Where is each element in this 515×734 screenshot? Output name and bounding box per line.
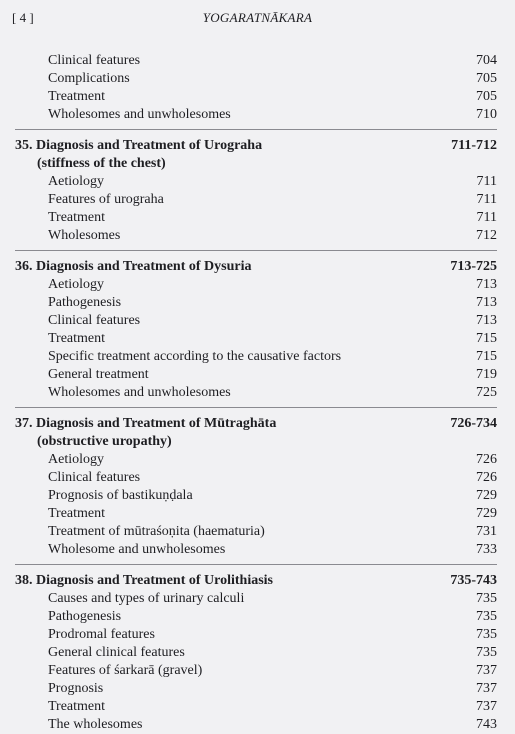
toc-entry bbox=[15, 716, 497, 734]
toc-entry bbox=[15, 469, 497, 487]
toc-entry bbox=[15, 106, 497, 124]
chapter-heading-label: 37. Diagnosis and Treatment of Mūtraghāta bbox=[15, 416, 277, 431]
toc-entry-label: Specific treatment according to the causative factors bbox=[48, 349, 342, 364]
toc-entry bbox=[15, 541, 497, 559]
toc-entry-page: 725 bbox=[476, 385, 497, 400]
toc-entry bbox=[15, 88, 497, 106]
running-title: YOGARATNĀKARA bbox=[202, 10, 313, 25]
toc-entry bbox=[15, 348, 497, 366]
toc-entry bbox=[15, 52, 497, 70]
toc-entry bbox=[15, 330, 497, 348]
chapter-heading bbox=[15, 258, 497, 276]
toc-entry bbox=[15, 608, 497, 626]
chapter-heading-label: 35. Diagnosis and Treatment of Urograha bbox=[15, 138, 263, 153]
toc-entry-label: Clinical features bbox=[48, 470, 141, 485]
toc-entry-page: 726 bbox=[476, 452, 497, 467]
toc-entry-label: Features of śarkarā (gravel) bbox=[48, 663, 203, 678]
chapter-heading-label: 36. Diagnosis and Treatment of Dysuria bbox=[15, 259, 252, 274]
section-divider bbox=[15, 407, 497, 408]
toc-entry-label: Causes and types of urinary calculi bbox=[48, 591, 245, 606]
chapter-heading-page: 735-743 bbox=[450, 573, 497, 588]
toc-entry bbox=[15, 590, 497, 608]
toc-entry-label: Prognosis bbox=[48, 681, 104, 696]
toc-entry-label: Prognosis of bastikuṇḍala bbox=[48, 488, 193, 503]
toc-entry-page: 713 bbox=[476, 277, 497, 292]
toc-entry bbox=[15, 227, 497, 245]
section-divider bbox=[15, 250, 497, 251]
toc-entry bbox=[15, 384, 497, 402]
page-header bbox=[12, 10, 503, 30]
toc-entry-label: Treatment bbox=[48, 506, 106, 521]
chapter-heading-page: 713-725 bbox=[450, 259, 497, 274]
toc-entry-label: Complications bbox=[48, 71, 130, 86]
toc-entry bbox=[15, 276, 497, 294]
toc-entry-page: 705 bbox=[476, 71, 497, 86]
chapter-heading bbox=[15, 415, 497, 433]
toc-entry-page: 729 bbox=[476, 506, 497, 521]
toc-entry-page: 713 bbox=[476, 313, 497, 328]
toc-entry-page: 729 bbox=[476, 488, 497, 503]
toc-entry-label: Clinical features bbox=[48, 313, 141, 328]
toc-entry bbox=[15, 451, 497, 469]
toc-entry bbox=[15, 70, 497, 88]
toc-entry bbox=[15, 487, 497, 505]
toc-entry-label: Aetiology bbox=[48, 452, 104, 467]
toc-entry-label: Features of urograha bbox=[48, 192, 164, 207]
toc-entry-page: 737 bbox=[476, 681, 497, 696]
chapter-heading-page: 726-734 bbox=[450, 416, 497, 431]
toc-entry-page: 731 bbox=[476, 524, 497, 539]
toc-entry-label: Treatment bbox=[48, 210, 106, 225]
toc-entry-page: 735 bbox=[476, 609, 497, 624]
chapter-heading bbox=[15, 137, 497, 155]
page-number: [ 4 ] bbox=[12, 10, 34, 25]
toc-entry bbox=[15, 662, 497, 680]
toc-entry-page: 713 bbox=[476, 295, 497, 310]
toc-entry bbox=[15, 523, 497, 541]
toc-entry-label: The wholesomes bbox=[48, 717, 143, 732]
section-divider bbox=[15, 129, 497, 130]
toc-entry bbox=[15, 173, 497, 191]
toc-entry-label: Wholesome and unwholesomes bbox=[48, 542, 226, 557]
toc-entry-label: Clinical features bbox=[48, 53, 141, 68]
toc-entry-page: 711 bbox=[476, 174, 497, 189]
chapter-subtitle bbox=[15, 155, 497, 173]
toc-entry-page: 710 bbox=[476, 107, 497, 122]
toc-entry-page: 733 bbox=[476, 542, 497, 557]
chapter-heading bbox=[15, 572, 497, 590]
toc-entry-page: 711 bbox=[476, 210, 497, 225]
chapter-heading-page: 711-712 bbox=[451, 138, 497, 153]
toc-entry bbox=[15, 644, 497, 662]
toc-entry-label: Wholesomes and unwholesomes bbox=[48, 385, 231, 400]
section-divider bbox=[15, 564, 497, 565]
chapter-subtitle-label: (obstructive uropathy) bbox=[37, 434, 172, 449]
toc-entry-label: Wholesomes and unwholesomes bbox=[48, 107, 231, 122]
toc-entry-page: 735 bbox=[476, 645, 497, 660]
toc-entry-label: Wholesomes bbox=[48, 228, 121, 243]
toc-entry-page: 711 bbox=[476, 192, 497, 207]
toc-entry bbox=[15, 312, 497, 330]
chapter-subtitle bbox=[15, 433, 497, 451]
toc-entry bbox=[15, 294, 497, 312]
toc-entry-label: General clinical features bbox=[48, 645, 185, 660]
toc-entry-label: Pathogenesis bbox=[48, 609, 122, 624]
toc-entry-page: 726 bbox=[476, 470, 497, 485]
toc-entry bbox=[15, 505, 497, 523]
chapter-subtitle-label: (stiffness of the chest) bbox=[37, 156, 166, 171]
toc-entry-page: 735 bbox=[476, 627, 497, 642]
toc-entry-page: 704 bbox=[476, 53, 497, 68]
chapter-heading-label: 38. Diagnosis and Treatment of Urolithiasis bbox=[15, 573, 273, 588]
toc-entry-page: 737 bbox=[476, 699, 497, 714]
toc-entry-label: Prodromal features bbox=[48, 627, 155, 642]
toc-entry bbox=[15, 698, 497, 716]
toc-entry-label: Treatment bbox=[48, 331, 106, 346]
toc-entry-page: 737 bbox=[476, 663, 497, 678]
toc-entry-label: Treatment of mūtraśoṇita (haematuria) bbox=[48, 524, 265, 539]
toc-entry-page: 715 bbox=[476, 349, 497, 364]
toc-entry bbox=[15, 366, 497, 384]
table-of-contents bbox=[15, 52, 497, 734]
toc-entry-page: 705 bbox=[476, 89, 497, 104]
toc-entry-label: Treatment bbox=[48, 89, 106, 104]
toc-entry-label: General treatment bbox=[48, 367, 149, 382]
toc-entry bbox=[15, 680, 497, 698]
toc-entry-label: Pathogenesis bbox=[48, 295, 122, 310]
toc-entry-page: 712 bbox=[476, 228, 497, 243]
toc-entry-page: 743 bbox=[476, 717, 497, 732]
toc-entry-page: 715 bbox=[476, 331, 497, 346]
toc-entry bbox=[15, 191, 497, 209]
toc-entry-label: Treatment bbox=[48, 699, 106, 714]
toc-entry-label: Aetiology bbox=[48, 277, 104, 292]
toc-entry-label: Aetiology bbox=[48, 174, 104, 189]
toc-entry bbox=[15, 209, 497, 227]
toc-entry-page: 719 bbox=[476, 367, 497, 382]
toc-entry-page: 735 bbox=[476, 591, 497, 606]
toc-entry bbox=[15, 626, 497, 644]
